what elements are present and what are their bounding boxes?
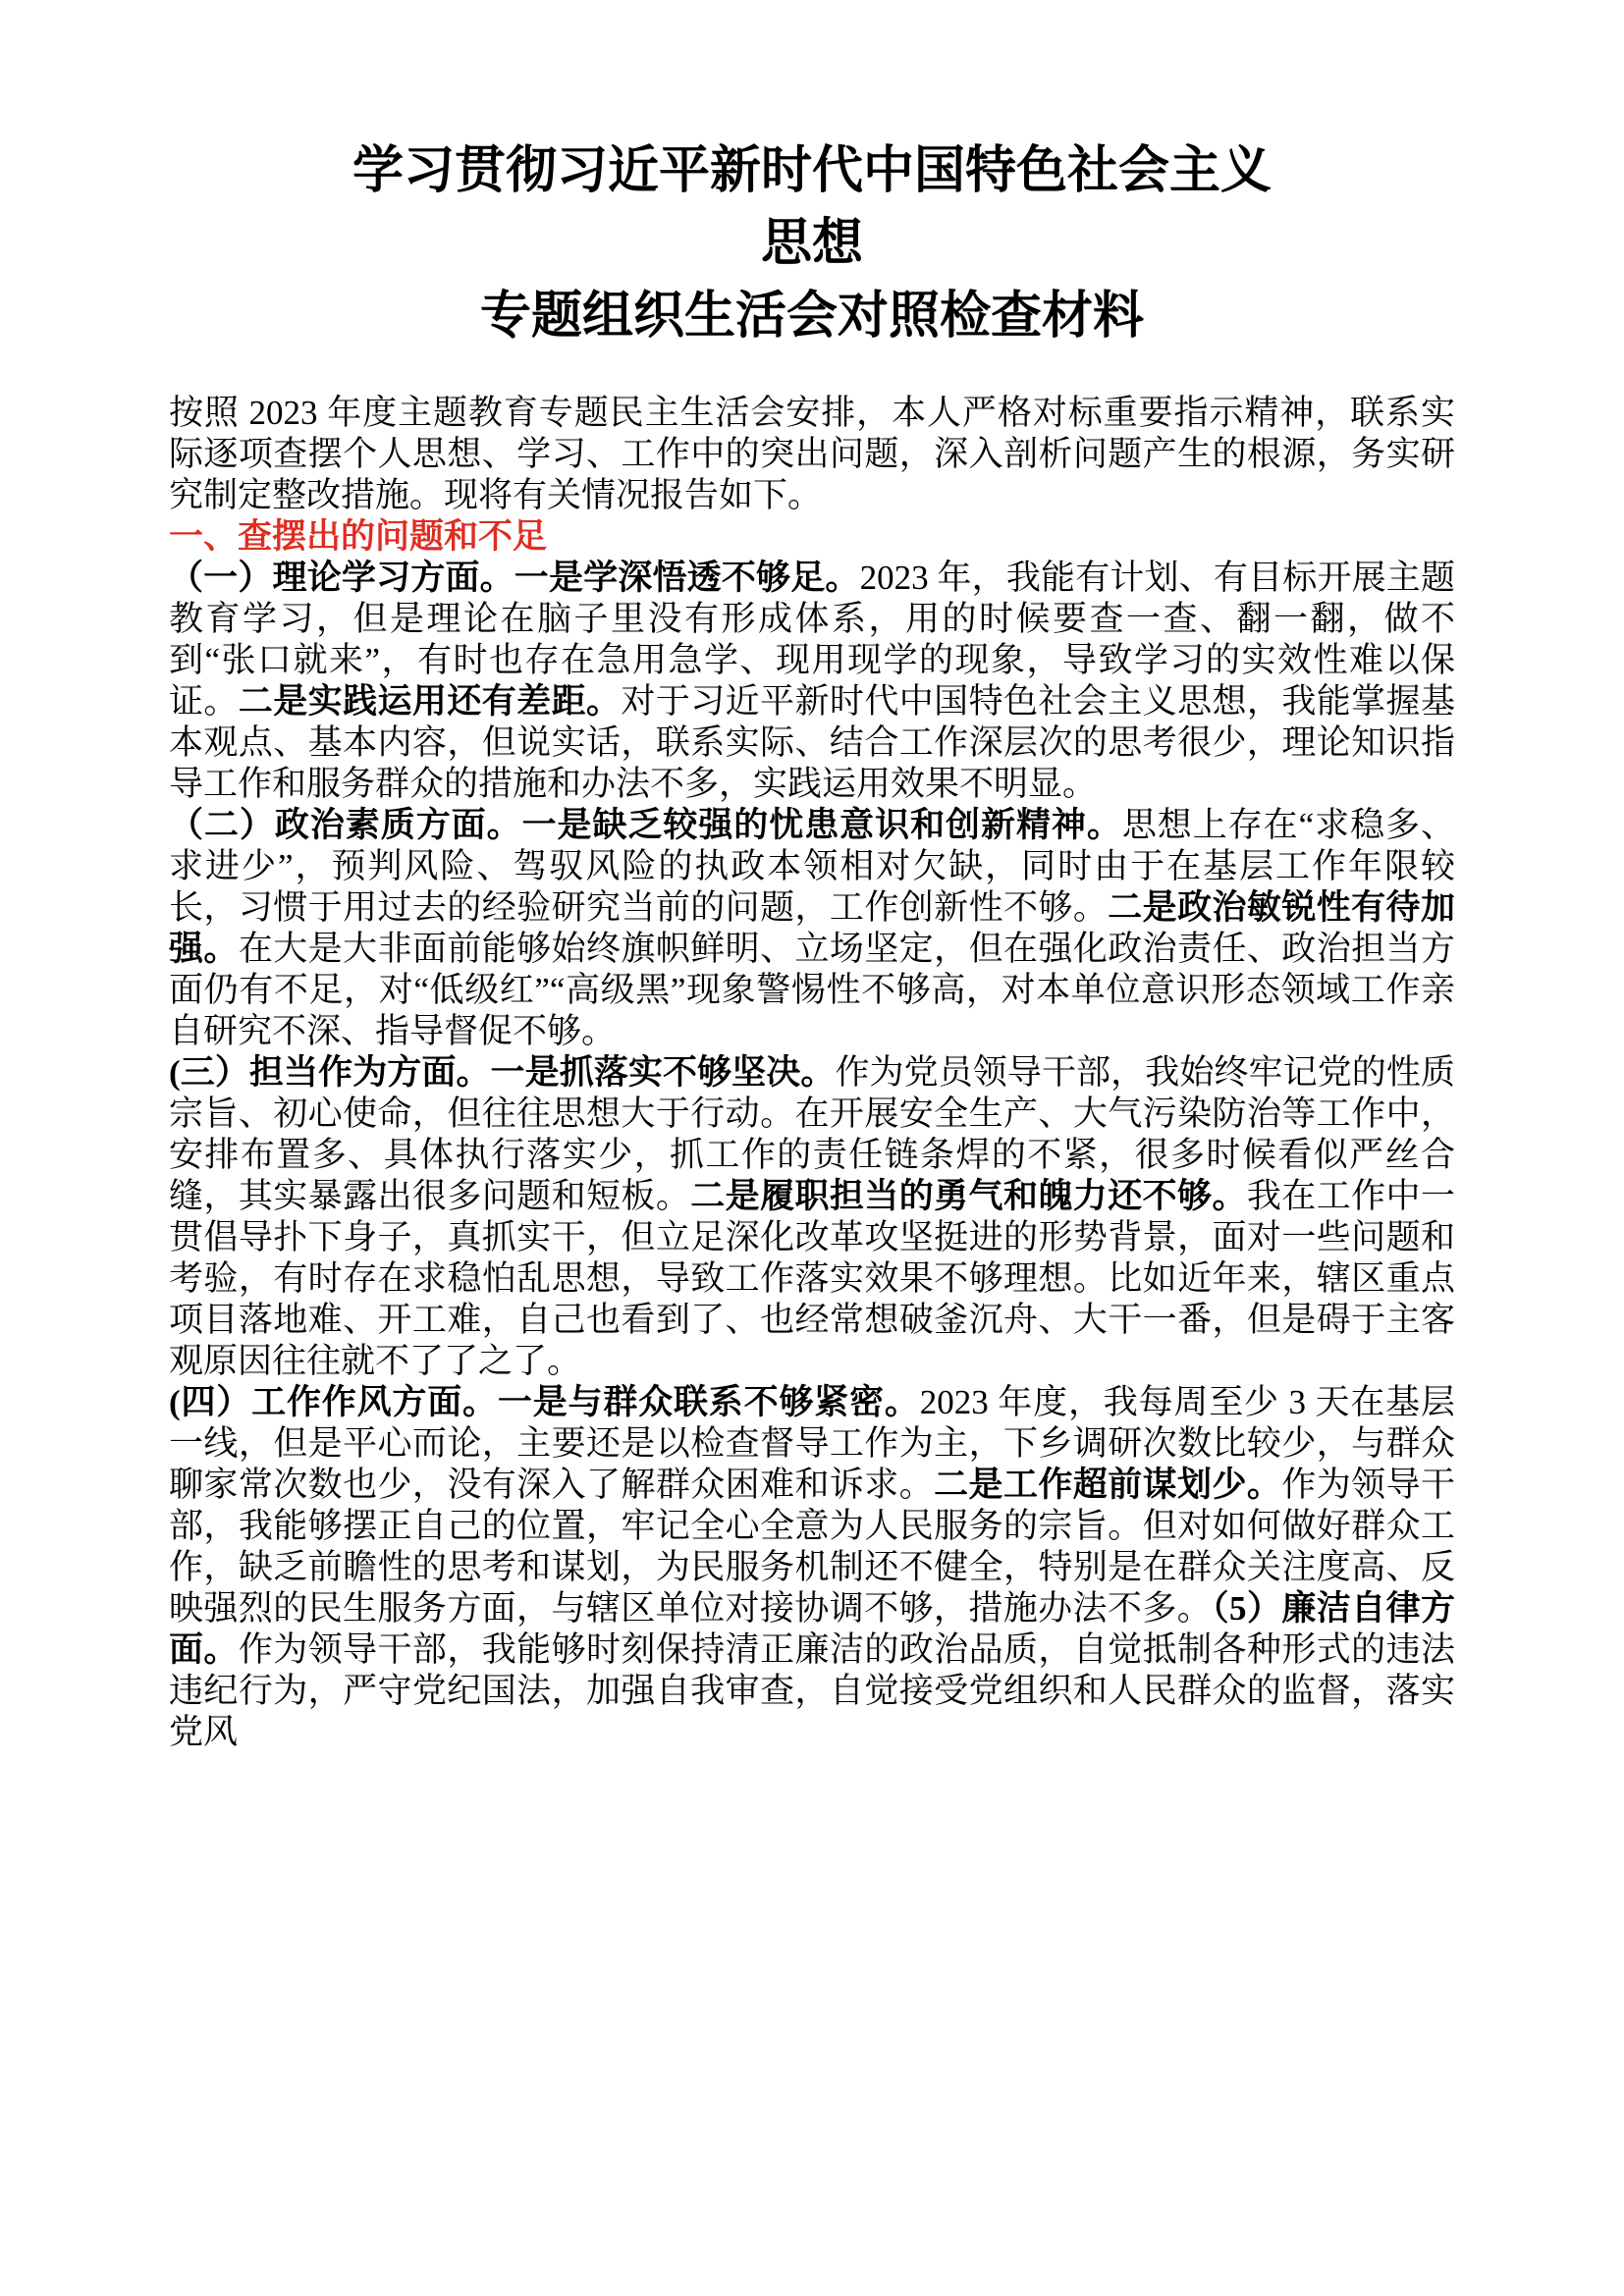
document-body bbox=[169, 393, 1455, 1753]
intro-paragraph bbox=[169, 393, 1455, 516]
text-run: 我在工作中一贯倡导扑下身子，真抓实干，但立足深化改革攻坚挺进的形势背景，面对一些问题和考验，有时存在求稳怕乱思想，导致工作落实效果不够理想。比如近年来，辖区重点项目落地难、开工难，自己也看到了、也经常想破釜沉舟、大干一番，但是碍于主客观原因往往就不了了之了。 bbox=[169, 1177, 1455, 1380]
emphasis-run: （二）政治素质方面。一是缺乏较强的忧患意识和创新精神。 bbox=[169, 806, 1122, 844]
text-run: 2023 年度，我每周至少 3 天在基层一线，但是平心而论，主要还是以检查督导工作为主，下乡调研次数比较少，与群众聊家常次数也少，没有深入了解群众困难和诉求。 bbox=[169, 1383, 1455, 1504]
text-run: 思想上存在“求稳多、求进少”，预判风险、驾驭风险的执政本领相对欠缺，同时由于在基层工作年限较长，习惯于用过去的经验研究当前的问题，工作创新性不够。 bbox=[169, 806, 1455, 927]
text-run: 对于习近平新时代中国特色社会主义思想，我能掌握基本观点、基本内容，但说实话，联系实际、结合工作深层次的思考很少，理论知识指导工作和服务群众的措施和办法不多，实践运用效果不明显。 bbox=[169, 682, 1455, 803]
text-run: 作为领导干部，我能够摆正自己的位置，牢记全心全意为人民服务的宗旨。但对如何做好群众工作，缺乏前瞻性的思考和谋划，为民服务机制还不健全，特别是在群众关注度高、反映强烈的民生服务方面，与辖区单位对接协调不够，措施办法不多。 bbox=[169, 1466, 1455, 1628]
emphasis-run: （一）理论学习方面。一是学深悟透不够足。 bbox=[169, 559, 860, 597]
paragraph-political-quality bbox=[169, 805, 1455, 1052]
title-line-2: 思想 bbox=[760, 216, 863, 272]
emphasis-run: (四）工作作风方面。一是与群众联系不够紧密。 bbox=[169, 1383, 920, 1421]
text-run: 在大是大非面前能够始终旗帜鲜明、立场坚定，但在强化政治责任、政治担当方面仍有不足，对“低级红”“高级黑”现象警惕性不够高，对本单位意识形态领域工作亲自研究不深、指导督促不够。 bbox=[169, 930, 1455, 1050]
emphasis-run: （5）廉洁自律方面。 bbox=[169, 1589, 1455, 1669]
title-line-1: 学习贯彻习近平新时代中国特色社会主义 bbox=[352, 143, 1272, 199]
text-run: 2023 年，我能有计划、有目标开展主题教育学习，但是理论在脑子里没有形成体系，用的时候要查一查、翻一翻，做不到“张口就来”，有时也存在急用急学、现用现学的现象，导致学习的实效性难以保证。 bbox=[169, 559, 1455, 721]
document-title bbox=[169, 135, 1455, 353]
section-heading-problems bbox=[169, 516, 1455, 558]
text-run: 作为党员领导干部，我始终牢记党的性质宗旨、初心使命，但往往思想大于行动。在开展安全生产、大气污染防治等工作中，安排布置多、具体执行落实少，抓工作的责任链条焊的不紧，很多时候看似严丝合缝，其实暴露出很多问题和短板。 bbox=[169, 1053, 1455, 1215]
text-run: 作为领导干部，我能够时刻保持清正廉洁的政治品质，自觉抵制各种形式的违法违纪行为，严守党纪国法，加强自我审查，自觉接受党组织和人民群众的监督，落实党风 bbox=[169, 1630, 1455, 1751]
emphasis-run: 二是实践运用还有差距。 bbox=[238, 682, 622, 721]
emphasis-run: 二是履职担当的勇气和魄力还不够。 bbox=[690, 1177, 1247, 1215]
emphasis-run: 一、查摆出的问题和不足 bbox=[169, 517, 548, 556]
paragraph-work-style bbox=[169, 1382, 1455, 1753]
paragraph-responsibility bbox=[169, 1052, 1455, 1382]
emphasis-run: (三）担当作为方面。一是抓落实不够坚决。 bbox=[169, 1053, 836, 1092]
title-line-3: 专题组织生活会对照检查材料 bbox=[479, 289, 1144, 345]
emphasis-run: 二是政治敏锐性有待加强。 bbox=[169, 888, 1455, 968]
text-run: 按照 2023 年度主题教育专题民主生活会安排，本人严格对标重要指示精神，联系实际逐项查摆个人思想、学习、工作中的突出问题，深入剖析问题产生的根源，务实研究制定整改措施。现将有关情况报告如下。 bbox=[169, 394, 1455, 514]
emphasis-run: 二是工作超前谋划少。 bbox=[934, 1466, 1282, 1504]
paragraph-theory-study bbox=[169, 558, 1455, 805]
